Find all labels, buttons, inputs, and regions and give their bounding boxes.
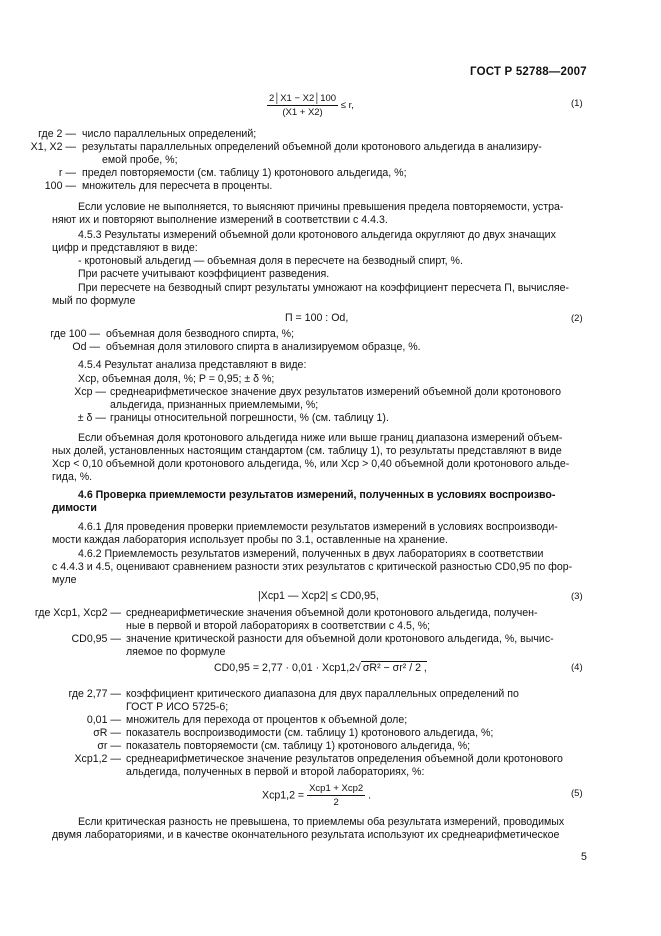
where5-label-4: σr — xyxy=(97,740,121,752)
equation-5-tail: . xyxy=(368,789,372,802)
where2-text-1: объемная доля этилового спирта в анализируемом образце, %. xyxy=(106,341,421,353)
para6-line-0: Если критическая разность не превышена, то приемлемы оба результата измерений, проводимых xyxy=(78,816,565,828)
equation-1-denominator: (X1 + X2) xyxy=(282,107,323,118)
para2-line-3: При расчете учитывают коэффициент разведения. xyxy=(78,268,330,280)
where5-label-2: 0,01 — xyxy=(86,714,121,726)
equation-4-number: (4) xyxy=(571,662,583,673)
equation-5-denominator: 2 xyxy=(333,797,339,808)
para4-line-1: ных долей, установленных настоящим стандартом (см. таблицу 1), то результаты представляют в виде xyxy=(52,445,562,457)
where5-text-4: показатель повторяемости (см. таблицу 1) кротонового альдегида, %; xyxy=(126,740,471,752)
equation-2-number: (2) xyxy=(571,313,583,324)
para2-line-4: При пересчете на безводный спирт результаты умножают на коэффициент пересчета П, вычисляе- xyxy=(78,282,570,294)
para5-line-4: муле xyxy=(52,574,77,586)
where3-text-0: среднеарифметическое значение двух результатов измерений объемной доли кротонового xyxy=(110,386,562,398)
where1-label-1: X1, X2 — xyxy=(30,141,76,153)
equation-5-number: (5) xyxy=(571,788,583,799)
where3-label-2: ± δ — xyxy=(77,412,106,424)
where1-label-0: где 2 — xyxy=(38,128,76,140)
where1-text-2: емой пробе, %; xyxy=(102,154,178,166)
where4-text-2: значение критической разности для объемной доли кротонового альдегида, %, вычис- xyxy=(126,633,554,645)
equation-4-root: σR² − σr² / 2 , xyxy=(362,662,427,674)
equation-1-rhs: ≤ r, xyxy=(340,100,354,112)
where2-text-0: объемная доля безводного спирта, %; xyxy=(106,328,295,340)
para2-line-2: - кротоновый альдегид — объемная доля в пересчете на безводный спирт, %. xyxy=(78,255,463,267)
where1-label-3: r — xyxy=(58,167,76,179)
where5-text-3: показатель воспроизводимости (см. таблицу 1) кротонового альдегида, %; xyxy=(126,727,494,739)
where5-text-2: множитель для перехода от процентов к объемной доле; xyxy=(126,714,408,726)
para2-line-1: цифр и представляют в виде: xyxy=(52,242,198,254)
equation-2: П = 100 : Od, xyxy=(285,312,349,324)
page-number: 5 xyxy=(581,851,587,863)
equation-3-number: (3) xyxy=(571,591,583,602)
where5-text-1: ГОСТ Р ИСО 5725-6; xyxy=(126,701,229,713)
equation-4-root-sign: √ xyxy=(355,662,361,674)
para1-line-1: няют их и повторяют выполнение измерений в соответствии с 4.4.3. xyxy=(52,214,388,226)
equation-1-fraction xyxy=(267,92,338,119)
where3-text-2: границы относительной погрешности, % (см. таблицу 1). xyxy=(110,412,389,424)
where4-label-0: где Xср1, Xср2 — xyxy=(34,607,121,619)
para5-line-2: 4.6.2 Приемлемость результатов измерений, полученных в двух лабораториях в соответствии xyxy=(78,548,544,560)
equation-5-fraction xyxy=(307,782,365,809)
where4-label-2: CD0,95 — xyxy=(71,633,121,645)
para4-line-3: гида, %. xyxy=(52,471,93,483)
where2-label-1: Od — xyxy=(72,341,100,353)
para5-line-0: 4.6.1 Для проведения проверки приемлемости результатов измерений в условиях воспроизводи- xyxy=(78,521,558,533)
equation-4-lhs: CD0,95 = 2,77 · 0,01 · Xср1,2 xyxy=(214,662,356,674)
where1-text-4: множитель для пересчета в проценты. xyxy=(82,180,273,192)
section-4-6-heading-line-1: димости xyxy=(52,502,97,514)
para4-line-0: Если объемная доля кротонового альдегида ниже или выше границ диапазона измерений объем- xyxy=(78,432,563,444)
where1-text-1: результаты параллельных определений объемной доли кротонового альдегида в анализиру- xyxy=(82,141,542,153)
para1-line-0: Если условие не выполняется, то выясняют причины превышения предела повторяемости, устра- xyxy=(78,201,564,213)
equation-3: |Xср1 — Xср2| ≤ CD0,95, xyxy=(258,590,379,602)
para2-line-0: 4.5.3 Результаты измерений объемной доли кротонового альдегида округляют до двух значащих xyxy=(78,229,556,241)
para6-line-1: двумя лабораториями, и в качестве окончательного результата используют их среднеарифметическое xyxy=(52,829,560,841)
where3-label-0: Xср — xyxy=(74,386,106,398)
para5-line-3: с 4.4.3 и 4.5, оценивают сравнением разности этих результатов с критической разностью CD0,95 по фор- xyxy=(52,561,573,573)
para3-line-0: 4.5.4 Результат анализа представляют в виде: xyxy=(78,359,307,371)
where3-text-1: альдегида, признанных приемлемыми, %; xyxy=(110,399,319,411)
para4-line-2: Xср < 0,10 объемной доли кротонового альдегида, %, или Xср > 0,40 объемной доли кротонового альде- xyxy=(52,458,570,470)
where4-text-1: ные в первой и второй лабораториях в соответствии с 4.5, %; xyxy=(126,620,431,632)
equation-5-numerator: Xср1 + Xср2 xyxy=(309,783,364,794)
where5-label-3: σR — xyxy=(93,727,121,739)
where5-text-5: среднеарифметическое значение результатов определения объемной доли кротонового xyxy=(126,753,563,765)
para2-line-5: мый по формуле xyxy=(52,295,136,307)
where5-text-0: коэффициент критического диапазона для двух параллельных определений по xyxy=(126,688,519,700)
where5-text-6: альдегида, полученных в первой и второй лабораториях, %: xyxy=(126,766,425,778)
where2-label-0: где 100 — xyxy=(50,328,100,340)
section-4-6-heading-line-0: 4.6 Проверка приемлемости результатов измерений, полученных в условиях воспроизво- xyxy=(78,489,556,501)
para3-line-1: Xср, объемная доля, %; P = 0,95; ± δ %; xyxy=(78,373,275,385)
para5-line-1: мости каждая лаборатория использует пробы по 3.1, оставленные на хранение. xyxy=(52,534,448,546)
equation-1 xyxy=(267,92,354,119)
where4-text-0: среднеарифметические значения объемной доли кротонового альдегида, получен- xyxy=(126,607,538,619)
where1-text-0: число параллельных определений; xyxy=(82,128,257,140)
equation-5 xyxy=(262,782,371,809)
where1-label-4: 100 — xyxy=(44,180,76,192)
standard-header: ГОСТ Р 52788—2007 xyxy=(470,66,587,78)
equation-4 xyxy=(214,662,427,675)
where5-label-0: где 2,77 — xyxy=(68,688,121,700)
equation-1-number: (1) xyxy=(571,98,583,109)
equation-1-numerator: 2│X1 − X2│100 xyxy=(269,93,337,104)
where1-text-3: предел повторяемости (см. таблицу 1) кротонового альдегида, %; xyxy=(82,167,407,179)
equation-5-lhs: Xср1,2 = xyxy=(262,789,305,802)
where4-text-3: ляемое по формуле xyxy=(126,646,226,658)
where5-label-5: Xср1,2 — xyxy=(74,753,121,765)
